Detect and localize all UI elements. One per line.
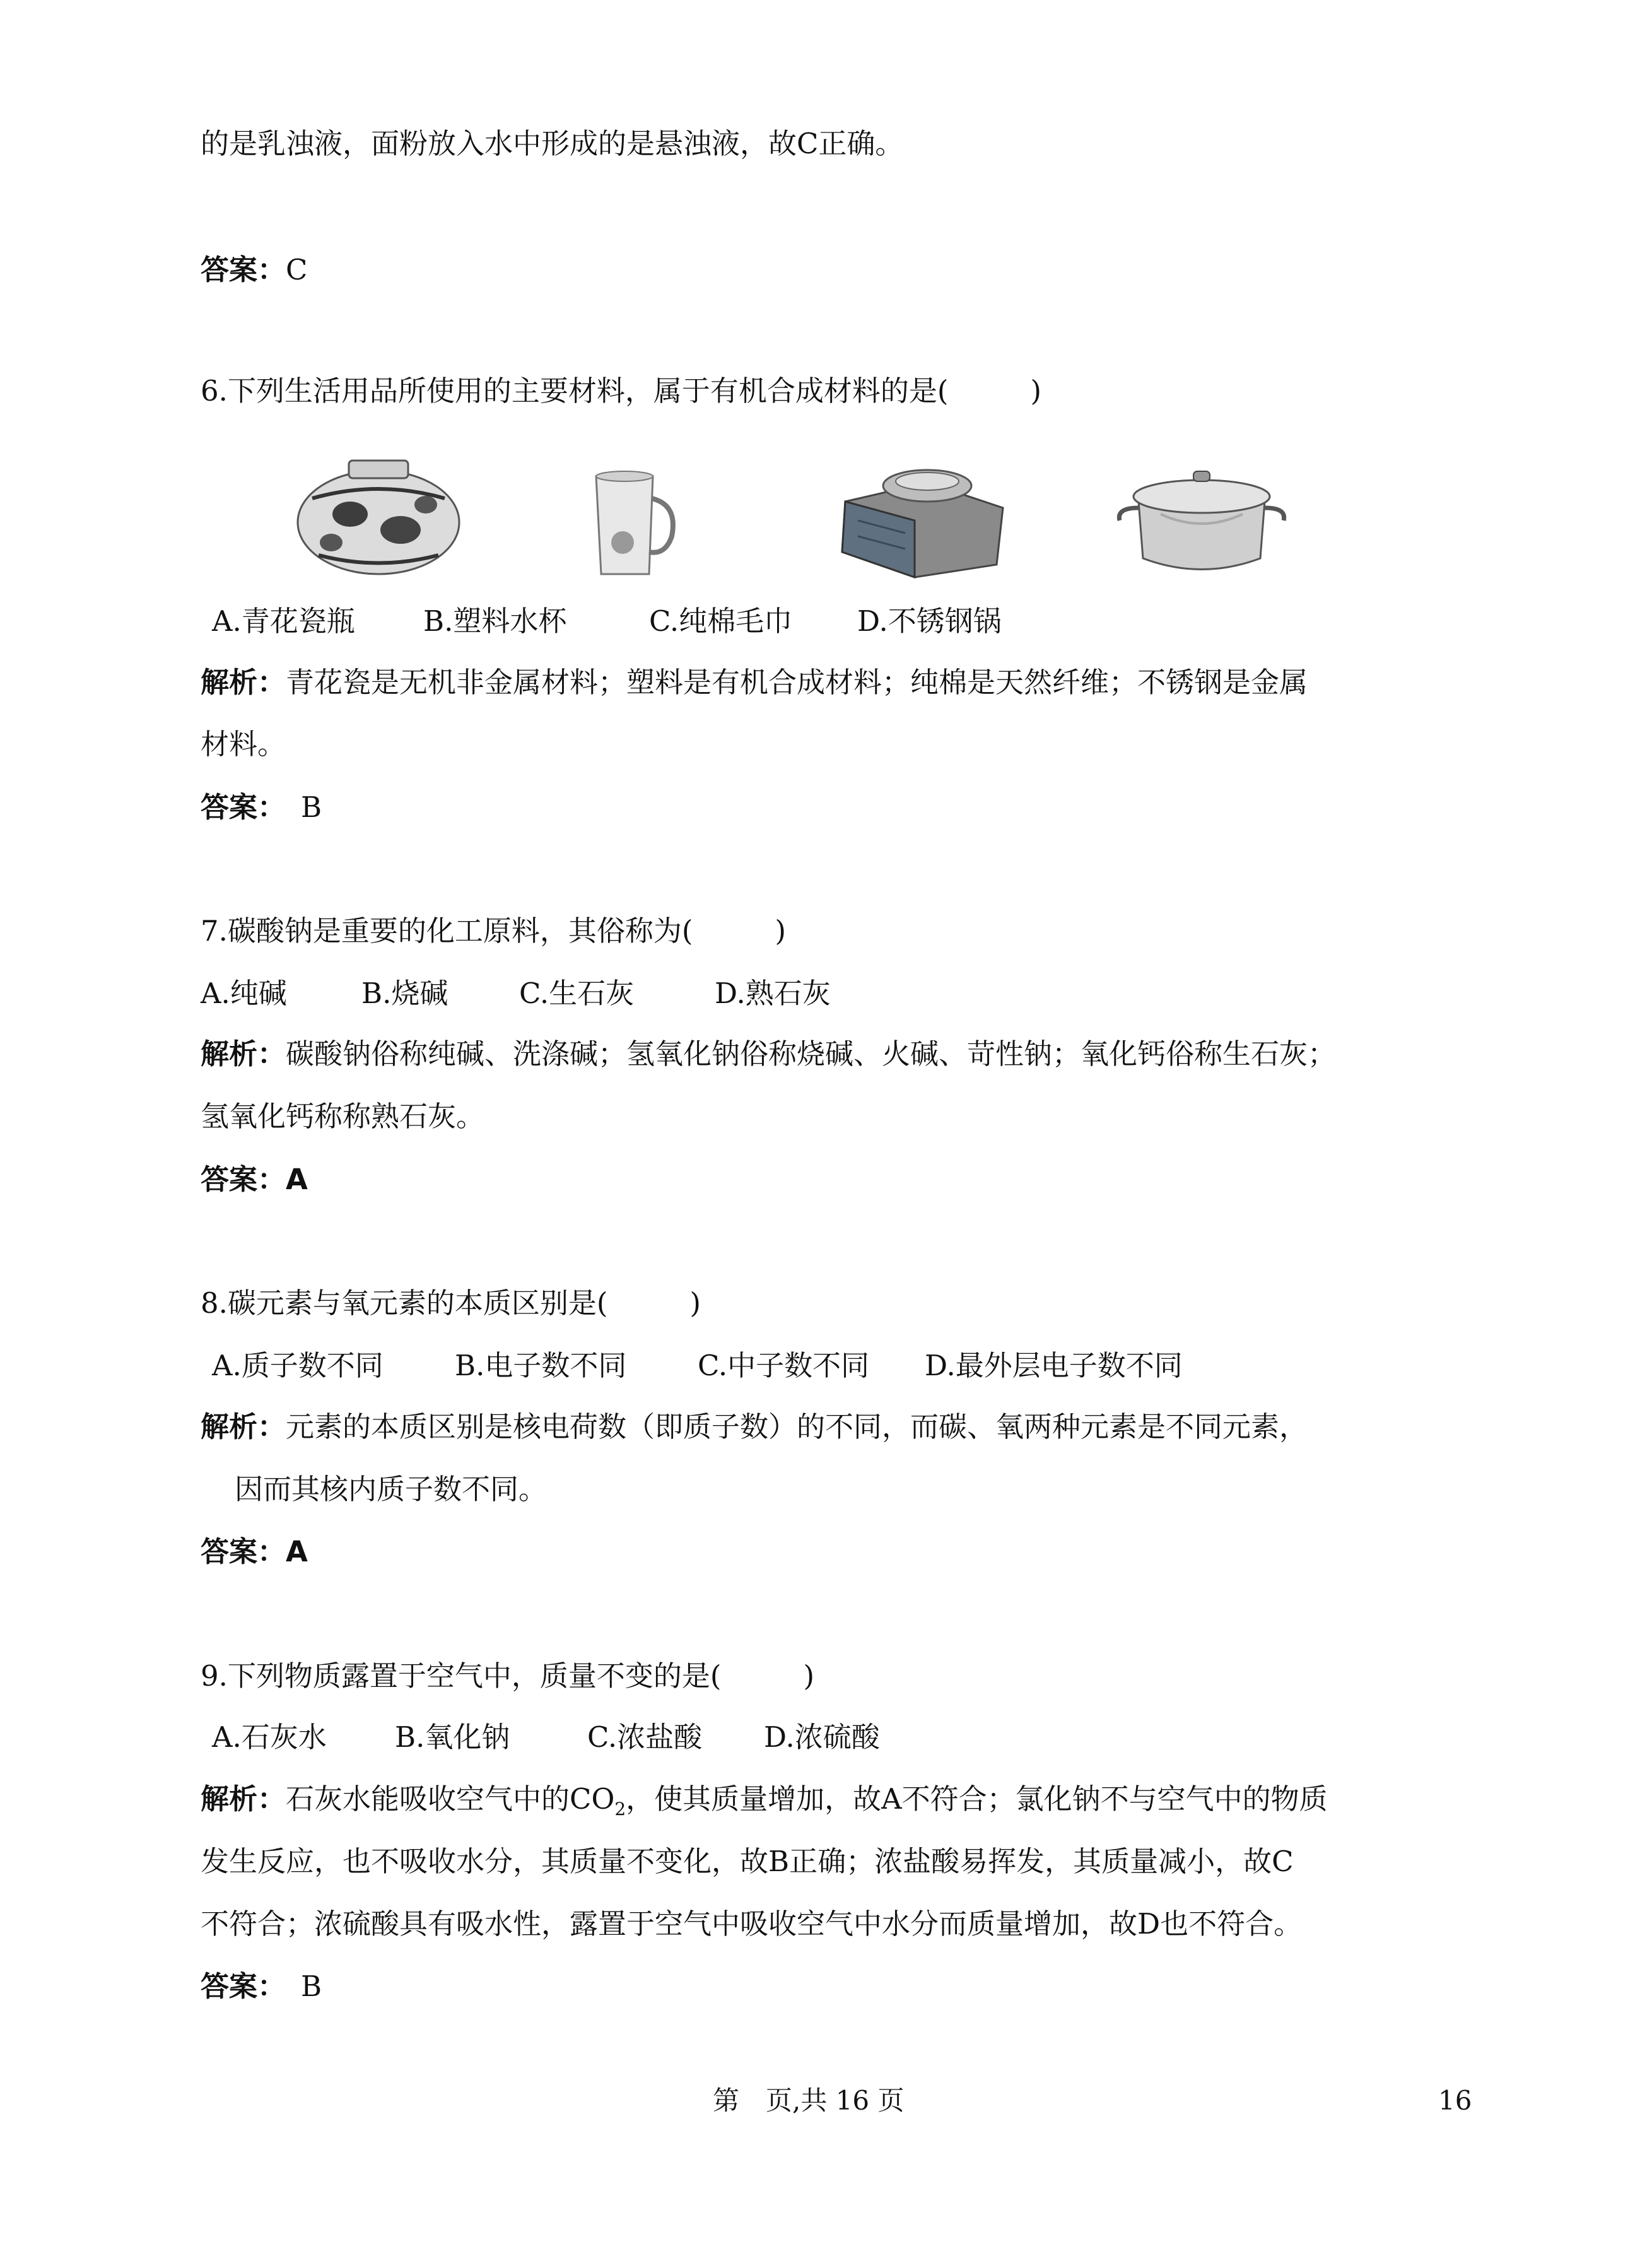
page-number: 16 bbox=[1438, 2085, 1472, 2116]
q9-analysis bbox=[201, 1780, 1328, 1828]
answer-value: A bbox=[286, 1163, 308, 1196]
q5-answer bbox=[201, 251, 307, 289]
porcelain-vase-image bbox=[274, 454, 483, 580]
q8-stem bbox=[201, 1284, 701, 1322]
analysis-text-cont: ，使其质量增加，故A不符合；氯化钠不与空气中的物质 bbox=[626, 1782, 1328, 1816]
analysis-text: 青花瓷是无机非金属材料；塑料是有机合成材料；纯棉是天然纤维；不锈钢是金属 bbox=[286, 666, 1308, 699]
answer-label: 答案： bbox=[201, 1970, 286, 2003]
option-b: B.电子数不同 bbox=[455, 1349, 627, 1382]
plastic-cup-image bbox=[583, 467, 684, 580]
q8-analysis bbox=[201, 1408, 1308, 1446]
q8-answer bbox=[201, 1533, 308, 1571]
answer-value: B bbox=[301, 790, 322, 824]
option-c: C.浓盐酸 bbox=[587, 1720, 703, 1754]
option-d: D.最外层电子数不同 bbox=[925, 1349, 1183, 1382]
q6-analysis bbox=[201, 664, 1308, 702]
page-footer-center: 第 页,共 16 页 bbox=[713, 2085, 905, 2116]
answer-label: 答案： bbox=[201, 790, 286, 824]
q6-answer bbox=[201, 789, 322, 826]
analysis-text: 元素的本质区别是核电荷数（即质子数）的不同，而碳、氧两种元素是不同元素， bbox=[286, 1410, 1308, 1443]
q6-option-images bbox=[0, 442, 1652, 587]
q6-options bbox=[212, 602, 1002, 640]
question-paren-close: ) bbox=[689, 1286, 701, 1320]
option-b: B.烧碱 bbox=[361, 977, 448, 1010]
answer-label: 答案： bbox=[201, 1535, 286, 1568]
option-c: C.纯棉毛巾 bbox=[649, 604, 793, 638]
question-paren-close: ) bbox=[803, 1659, 815, 1693]
option-d: D.不锈钢锅 bbox=[857, 604, 1002, 638]
answer-label: 答案： bbox=[201, 1163, 286, 1196]
analysis-label: 解析： bbox=[201, 1037, 286, 1071]
option-d: D.熟石灰 bbox=[715, 977, 831, 1010]
question-stem: 9.下列物质露置于空气中，质量不变的是( bbox=[201, 1659, 722, 1693]
q7-analysis bbox=[201, 1035, 1336, 1073]
analysis-label: 解析： bbox=[201, 666, 286, 699]
answer-label: 答案： bbox=[201, 253, 286, 286]
q7-stem bbox=[201, 912, 786, 950]
q5-text-line: 的是乳浊液，面粉放入水中形成的是悬浊液，故C正确。 bbox=[201, 127, 904, 160]
q7-analysis-cont: 氢氧化钙称称熟石灰。 bbox=[201, 1100, 485, 1133]
option-c: C.生石灰 bbox=[519, 977, 635, 1010]
q7-answer bbox=[201, 1161, 308, 1199]
option-d: D.浓硫酸 bbox=[764, 1720, 880, 1754]
subscript-2: 2 bbox=[614, 1799, 626, 1819]
q8-analysis-cont: 因而其核内质子数不同。 bbox=[235, 1472, 548, 1506]
analysis-text: 碳酸钠俗称纯碱、洗涤碱；氢氧化钠俗称烧碱、火碱、苛性钠；氧化钙俗称生石灰； bbox=[286, 1037, 1337, 1071]
answer-value: A bbox=[286, 1535, 308, 1568]
cotton-towel-image bbox=[833, 457, 1016, 580]
analysis-label: 解析： bbox=[201, 1410, 286, 1443]
answer-value: C bbox=[286, 253, 308, 286]
q6-stem bbox=[201, 372, 1041, 410]
q8-options bbox=[212, 1347, 1183, 1385]
answer-value: B bbox=[301, 1970, 322, 2003]
option-a: A.质子数不同 bbox=[212, 1349, 384, 1382]
option-a: A.纯碱 bbox=[201, 977, 287, 1010]
question-stem: 6.下列生活用品所使用的主要材料，属于有机合成材料的是( bbox=[201, 374, 949, 408]
steel-pot-image bbox=[1110, 457, 1293, 580]
question-paren-close: ) bbox=[775, 914, 787, 948]
option-b: B.塑料水杯 bbox=[423, 604, 567, 638]
question-stem: 8.碳元素与氧元素的本质区别是( bbox=[201, 1286, 608, 1320]
q7-options bbox=[201, 975, 831, 1013]
option-b: B.氧化钠 bbox=[395, 1720, 510, 1754]
q9-analysis-line2: 发生反应，也不吸收水分，其质量不变化，故B正确；浓盐酸易挥发，其质量减小，故C bbox=[201, 1845, 1294, 1878]
option-c: C.中子数不同 bbox=[698, 1349, 870, 1382]
analysis-label: 解析： bbox=[201, 1782, 286, 1816]
question-stem: 7.碳酸钠是重要的化工原料，其俗称为( bbox=[201, 914, 693, 948]
q9-stem bbox=[201, 1657, 814, 1695]
q9-options bbox=[212, 1718, 880, 1756]
q9-analysis-line3: 不符合；浓硫酸具有吸水性，露置于空气中吸收空气中水分而质量增加，故D也不符合。 bbox=[201, 1907, 1303, 1941]
question-paren-close: ) bbox=[1030, 374, 1042, 408]
q9-answer bbox=[201, 1968, 322, 2006]
q6-analysis-cont: 材料。 bbox=[201, 727, 286, 761]
option-a: A.青花瓷瓶 bbox=[212, 604, 355, 638]
analysis-text: 石灰水能吸收空气中的CO bbox=[286, 1782, 615, 1816]
option-a: A.石灰水 bbox=[212, 1720, 327, 1754]
